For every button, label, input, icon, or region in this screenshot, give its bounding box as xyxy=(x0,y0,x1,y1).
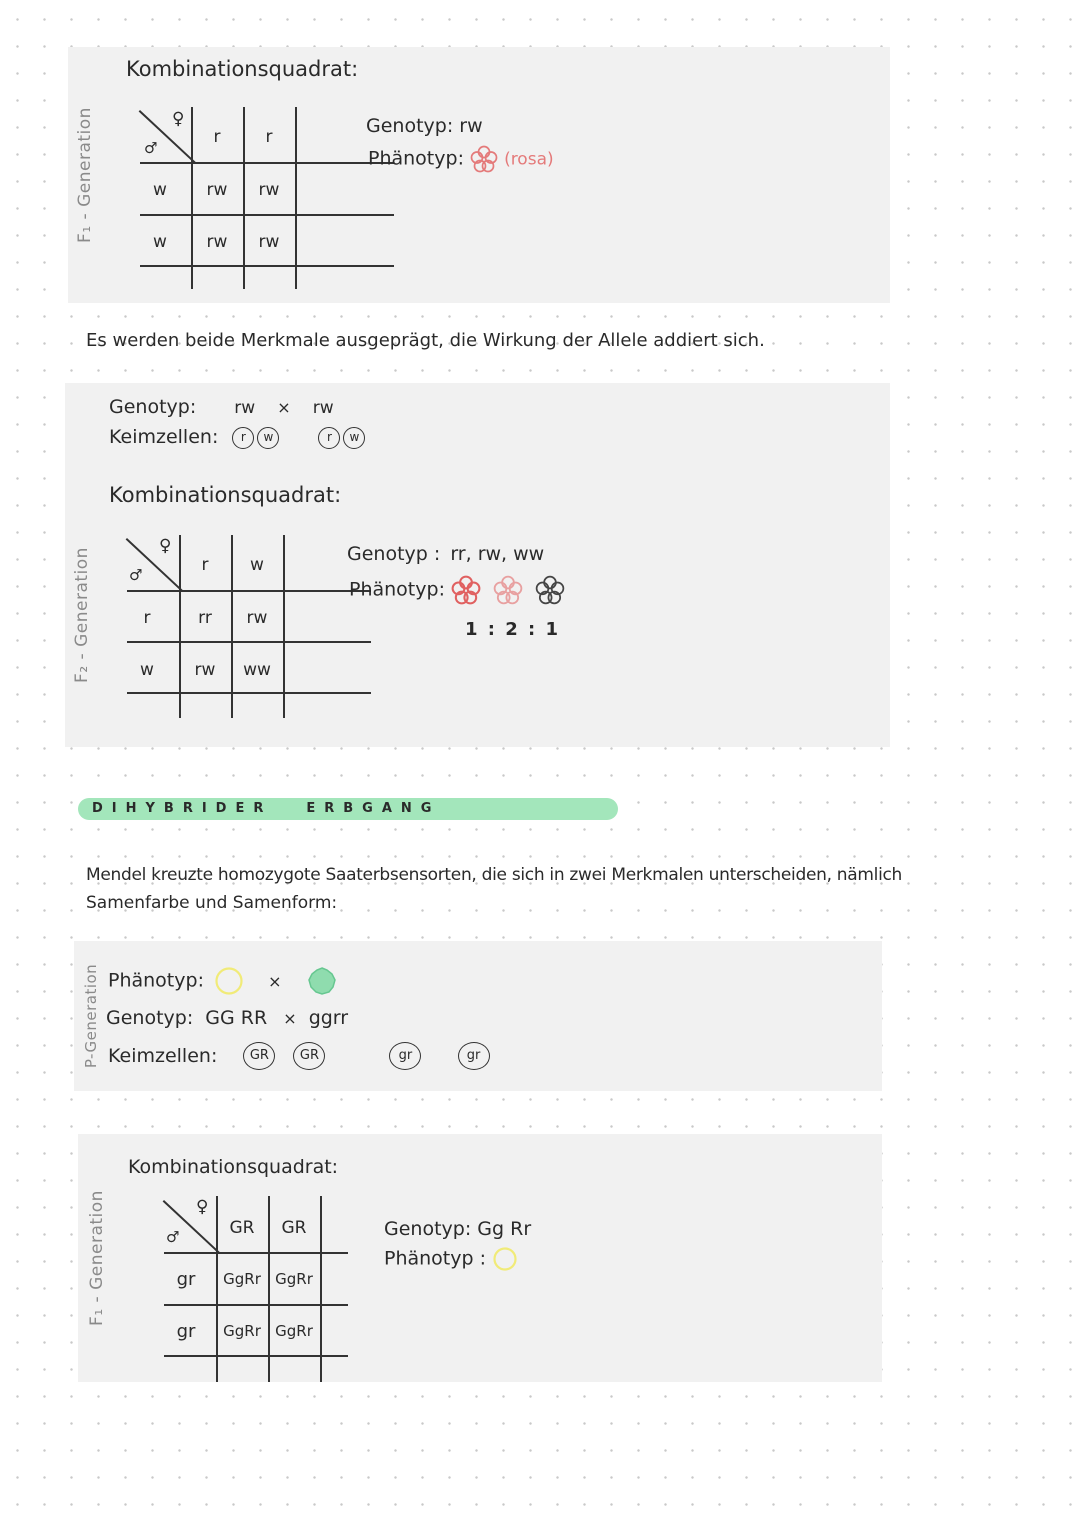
gamete-circle: gr xyxy=(389,1042,421,1070)
phenotype-result xyxy=(384,1246,518,1272)
punnett-grid-line xyxy=(127,641,371,643)
male-symbol: ♂ xyxy=(129,566,143,584)
genotype-label: Genotyp : xyxy=(347,543,441,565)
punnett-cell: GgRr xyxy=(223,1322,261,1340)
result-phenotype xyxy=(349,575,565,605)
cross-right: rw xyxy=(312,398,334,418)
punnett-cell: rw xyxy=(246,608,268,628)
punnett-grid-line xyxy=(127,692,371,694)
side-label: F₁ - Generation xyxy=(75,107,95,243)
f2-monohybrid-panel xyxy=(65,383,890,747)
punnett-cell: GgRr xyxy=(275,1270,313,1288)
punnett-title: Kombinationsquadrat: xyxy=(128,1156,339,1178)
cross-genotype xyxy=(109,396,334,418)
f1-dihybrid-panel xyxy=(78,1134,882,1382)
gametes-row xyxy=(108,1042,502,1070)
gametes-row xyxy=(109,426,368,449)
gamete-circle: GR xyxy=(293,1042,325,1070)
white-flower-icon xyxy=(535,575,565,605)
gamete-circle: gr xyxy=(458,1042,490,1070)
mendel-text-line-1: Mendel kreuzte homozygote Saaterbsensorten, die sich in zwei Merkmalen unterscheiden, nämlich xyxy=(86,865,903,885)
column-header: w xyxy=(250,555,264,575)
punnett-title: Kombinationsquadrat: xyxy=(109,483,342,507)
row-header: gr xyxy=(176,1269,196,1290)
side-label: F₂ - Generation xyxy=(72,547,92,683)
phenotype-label: Phänotyp: xyxy=(108,969,204,992)
phenotype-note: (rosa) xyxy=(504,149,554,170)
phenotype-label: Phänotyp: xyxy=(368,147,464,170)
genotype-row xyxy=(106,1007,348,1029)
banner-word-dihybrider: DIHYBRIDER xyxy=(92,801,273,816)
gamete-circle: GR xyxy=(243,1042,275,1070)
genotype-value: rr, rw, ww xyxy=(450,543,545,565)
banner-word-erbgang: ERBGANG xyxy=(306,801,441,816)
pink-flower-icon xyxy=(470,145,498,173)
gamete-circle: w xyxy=(343,427,365,449)
phenotype-result xyxy=(368,145,554,173)
column-header: r xyxy=(213,127,221,147)
punnett-grid-line xyxy=(283,535,285,718)
genotype-label: Genotyp: xyxy=(366,115,454,137)
gametes-label: Keimzellen: xyxy=(108,1044,218,1067)
pink-flower-icon xyxy=(493,575,523,605)
green-pea-icon xyxy=(306,965,338,997)
genotype-result xyxy=(384,1218,531,1240)
phenotype-label: Phänotyp : xyxy=(384,1247,487,1270)
conclusion-text: Es werden beide Merkmale ausgeprägt, die Wirkung der Allele addiert sich. xyxy=(86,330,765,351)
male-symbol: ♂ xyxy=(144,139,158,157)
result-genotype xyxy=(347,543,544,565)
row-header: w xyxy=(153,180,167,200)
row-header: w xyxy=(153,232,167,252)
side-label: F₁ - Generation xyxy=(87,1190,107,1326)
column-header: GR xyxy=(281,1218,307,1238)
genotype-label: Genotyp: xyxy=(109,396,197,418)
cross-x: × xyxy=(268,971,282,991)
f1-monohybrid-panel xyxy=(68,47,890,303)
row-header: w xyxy=(140,660,154,680)
cross-left: rw xyxy=(234,398,256,418)
punnett-grid-line xyxy=(320,1196,322,1382)
genotype-right: ggrr xyxy=(308,1007,349,1029)
punnett-cell: rw xyxy=(258,180,280,200)
punnett-grid-line xyxy=(140,265,394,267)
yellow-pea-icon xyxy=(492,1246,518,1272)
punnett-cell: ww xyxy=(243,660,271,680)
punnett-cell: rw xyxy=(258,232,280,252)
punnett-title: Kombinationsquadrat: xyxy=(126,57,359,81)
gamete-circle: w xyxy=(257,427,279,449)
row-header: r xyxy=(143,608,151,628)
cross-x: × xyxy=(277,398,291,417)
punnett-cell: GgRr xyxy=(275,1322,313,1340)
punnett-cell: rr xyxy=(198,608,212,628)
female-symbol: ♀ xyxy=(159,536,172,556)
punnett-cell: rw xyxy=(206,232,228,252)
genotype-label: Genotyp: xyxy=(106,1007,194,1029)
punnett-cell: GgRr xyxy=(223,1270,261,1288)
section-banner xyxy=(78,798,618,820)
row-header: gr xyxy=(176,1321,196,1342)
gametes-label: Keimzellen: xyxy=(109,426,219,448)
column-header: r xyxy=(201,555,209,575)
p-generation-panel xyxy=(74,941,882,1091)
punnett-grid-line xyxy=(140,162,394,164)
column-header: GR xyxy=(229,1218,255,1238)
genotype-result xyxy=(366,115,483,137)
red-flower-icon xyxy=(451,575,481,605)
yellow-pea-icon xyxy=(214,966,244,996)
genotype-label: Genotyp: xyxy=(384,1218,472,1240)
genotype-value: rw xyxy=(459,115,483,137)
gamete-circle: r xyxy=(318,427,340,449)
punnett-cell: rw xyxy=(206,180,228,200)
punnett-grid-line xyxy=(127,590,371,592)
phenotype-row xyxy=(108,965,338,997)
female-symbol: ♀ xyxy=(196,1197,209,1217)
column-header: r xyxy=(265,127,273,147)
punnett-grid-line xyxy=(295,107,297,289)
female-symbol: ♀ xyxy=(172,109,185,129)
gamete-circle: r xyxy=(232,427,254,449)
punnett-grid-line xyxy=(140,214,394,216)
male-symbol: ♂ xyxy=(166,1228,180,1246)
genotype-x: × xyxy=(283,1009,297,1028)
punnett-cell: rw xyxy=(194,660,216,680)
side-label: P-Generation xyxy=(82,963,101,1069)
mendel-text-line-2: Samenfarbe und Samenform: xyxy=(86,893,338,913)
genotype-left: GG RR xyxy=(205,1007,268,1029)
phenotype-ratio: 1 : 2 : 1 xyxy=(465,619,561,640)
phenotype-label: Phänotyp: xyxy=(349,578,445,601)
genotype-value: Gg Rr xyxy=(477,1218,532,1240)
